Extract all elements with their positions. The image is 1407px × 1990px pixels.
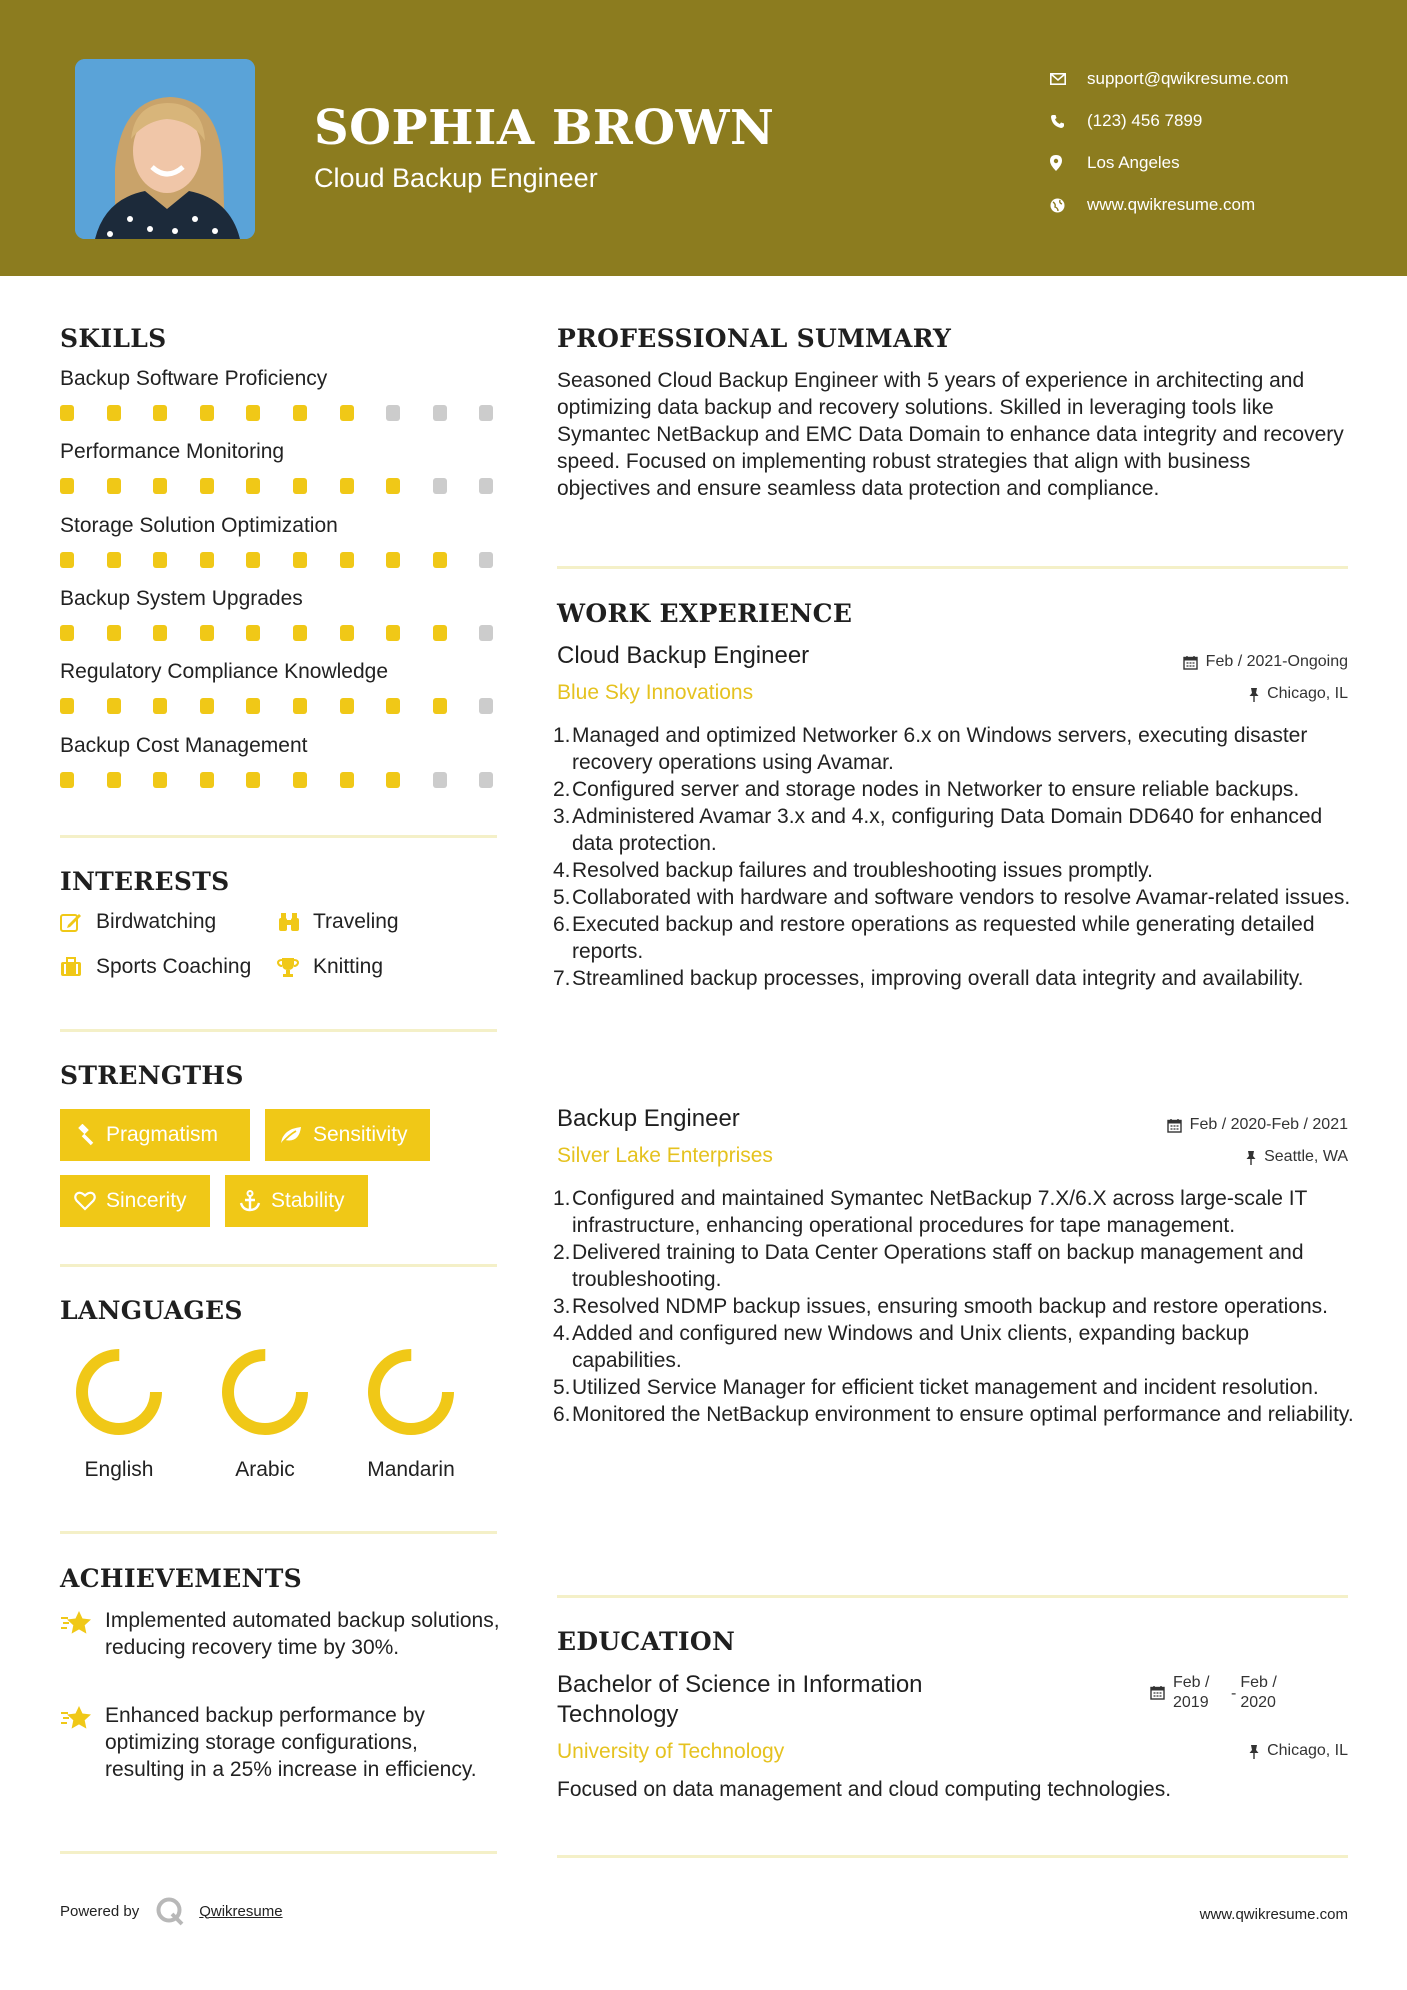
language-level-arc (228, 1355, 302, 1429)
leaf-icon (279, 1125, 303, 1145)
rating-dot-filled (153, 772, 167, 788)
education-end-year: 2020 (1240, 1694, 1276, 1711)
star-icon (60, 1702, 105, 1783)
skill-name: Regulatory Compliance Knowledge (60, 660, 389, 684)
summary-text: Seasoned Cloud Backup Engineer with 5 years of experience in architecting and optimizing data backup and recovery solutions. Skilled in leveraging tools like Symantec NetBackup and EMC Data Domain to enhance data integrity and recovery speed. Focused on implementing robust strategies that align with business objectives and ensure seamless data protection and compliance. (557, 369, 1344, 500)
rating-dot-filled (386, 625, 400, 641)
rating-dot-empty (479, 405, 493, 421)
footer-url[interactable]: www.qwikresume.com (1199, 1906, 1348, 1923)
rating-dot-filled (200, 698, 214, 714)
rating-dot-filled (433, 552, 447, 568)
bullet-number: 5. (553, 886, 571, 909)
rating-dot-filled (386, 698, 400, 714)
bullet-text: Utilized Service Manager for efficient ticket management and incident resolution. (572, 1376, 1319, 1399)
rating-dot-filled (340, 772, 354, 788)
rating-dot-filled (153, 552, 167, 568)
rating-dot-filled (107, 625, 121, 641)
job-location (1249, 685, 1348, 703)
rating-dot-filled (107, 772, 121, 788)
rating-dot-filled (60, 625, 74, 641)
bullet-text: Administered Avamar 3.x and 4.x, configuring Data Domain DD640 for enhanced data protection. (572, 805, 1323, 855)
pencil-square-icon (60, 912, 96, 932)
education-start (1173, 1673, 1221, 1713)
rating-dot-filled (200, 772, 214, 788)
rating-dot-filled (386, 772, 400, 788)
briefcase-icon (60, 957, 96, 977)
pushpin-icon (1249, 687, 1259, 702)
job-bullet (553, 965, 1357, 992)
language-label: Mandarin (367, 1458, 455, 1481)
language-level-arc (374, 1355, 448, 1429)
language-label: English (84, 1458, 154, 1481)
rating-dot-filled (246, 478, 260, 494)
skill-name: Backup Software Proficiency (60, 367, 328, 390)
bullet-number: 4. (553, 859, 571, 882)
bullet-text: Resolved backup failures and troubleshooting issues promptly. (572, 859, 1153, 882)
bullet-number: 5. (553, 1376, 571, 1399)
rating-dot-filled (386, 552, 400, 568)
skills-title: SKILLS (60, 324, 167, 353)
interest-label: Birdwatching (96, 910, 217, 933)
rating-dot-empty (433, 478, 447, 494)
job-location-text: Seattle, WA (1264, 1148, 1348, 1165)
education-location (1249, 1742, 1348, 1760)
rating-dot-empty (479, 698, 493, 714)
rating-dot-filled (200, 625, 214, 641)
skills-divider (60, 835, 497, 838)
rating-dot-filled (60, 478, 74, 494)
bullet-number: 2. (553, 778, 571, 801)
language-ring (219, 1346, 311, 1438)
contact-location (1050, 142, 1370, 184)
rating-dot-filled (200, 405, 214, 421)
strength-label: Pragmatism (106, 1123, 219, 1146)
calendar-icon (1167, 1118, 1182, 1133)
job-bullets (553, 1185, 1357, 1428)
language-item (346, 1346, 476, 1482)
interest-item (277, 955, 383, 979)
strength-tag (60, 1175, 210, 1227)
rating-dot-filled (293, 552, 307, 568)
candidate-role: Cloud Backup Engineer (314, 163, 598, 193)
language-ring (365, 1346, 457, 1438)
interest-item (60, 910, 216, 934)
interests-title: INTERESTS (60, 867, 230, 896)
bullet-text: Managed and optimized Networker 6.x on Windows servers, executing disaster recovery operations using Avamar. (572, 724, 1308, 774)
bullet-text: Streamlined backup processes, improving overall data integrity and availability. (572, 967, 1304, 990)
bullet-number: 7. (553, 967, 571, 990)
achievement-text: Enhanced backup performance by optimizing storage configurations, resulting in a 25% increase in efficiency. (105, 1704, 477, 1781)
job-bullet (553, 776, 1357, 803)
binoculars-icon (277, 912, 313, 932)
rating-dot-filled (340, 625, 354, 641)
job-bullet (553, 911, 1357, 965)
language-item (54, 1346, 184, 1482)
job-bullet (553, 1239, 1357, 1293)
bullet-number: 6. (553, 1403, 571, 1426)
location-pin-icon (1050, 155, 1087, 171)
education-end-label: Feb / (1240, 1674, 1277, 1691)
language-item (200, 1346, 330, 1482)
achievement-text: Implemented automated backup solutions, reducing recovery time by 30%. (105, 1609, 500, 1659)
rating-dot-filled (60, 698, 74, 714)
achievement-item (60, 1607, 500, 1661)
rating-dot-filled (433, 625, 447, 641)
job-bullet (553, 1374, 1357, 1401)
globe-icon (1050, 198, 1087, 213)
bullet-number: 4. (553, 1322, 571, 1345)
job-bullet (553, 857, 1357, 884)
achievements-title: ACHIEVEMENTS (60, 1564, 302, 1593)
skill-rating (60, 772, 526, 788)
strength-tag (265, 1109, 430, 1161)
rating-dot-filled (153, 625, 167, 641)
rating-dot-filled (293, 772, 307, 788)
candidate-name: SOPHIA BROWN (314, 100, 775, 156)
job-title: Backup Engineer (557, 1105, 740, 1132)
education-school: University of Technology (557, 1740, 785, 1763)
rating-dot-empty (479, 478, 493, 494)
skill-rating (60, 698, 526, 714)
skill-name: Storage Solution Optimization (60, 513, 338, 537)
strengths-divider (60, 1264, 497, 1267)
rating-dot-empty (433, 405, 447, 421)
education-dash: - (1231, 1685, 1237, 1702)
job-bullet (553, 1401, 1357, 1428)
bullet-text: Delivered training to Data Center Operations staff on backup management and troubleshooting. (572, 1241, 1304, 1291)
bullet-number: 6. (553, 913, 571, 936)
job-title: Cloud Backup Engineer (557, 642, 810, 669)
rating-dot-filled (293, 625, 307, 641)
education-dates (1150, 1673, 1288, 1713)
bullet-number: 2. (553, 1241, 571, 1264)
phone-icon (1050, 114, 1087, 129)
skill-rating (60, 405, 526, 421)
bullet-text: Configured and maintained Symantec NetBackup 7.X/6.X across large-scale IT infrastructure, enhancing operational procedures for tape management. (572, 1187, 1307, 1237)
summary-title: PROFESSIONAL SUMMARY (557, 324, 952, 353)
rating-dot-filled (386, 478, 400, 494)
language-level-arc (82, 1355, 156, 1429)
achievement-item (60, 1702, 500, 1783)
contact-website-text: www.qwikresume.com (1087, 195, 1256, 214)
trophy-icon (277, 956, 313, 978)
bullet-text: Monitored the NetBackup environment to ensure optimal performance and reliability. (572, 1403, 1354, 1426)
rating-dot-filled (153, 698, 167, 714)
rating-dot-filled (153, 478, 167, 494)
rating-dot-filled (60, 772, 74, 788)
rating-dot-filled (107, 698, 121, 714)
rating-dot-filled (340, 698, 354, 714)
rating-dot-filled (293, 405, 307, 421)
job-bullet (553, 803, 1357, 857)
languages-divider (60, 1531, 497, 1534)
experience-divider (557, 1595, 1348, 1598)
languages-title: LANGUAGES (60, 1296, 243, 1325)
rating-dot-filled (107, 552, 121, 568)
job-bullet (553, 1320, 1357, 1374)
rating-dot-filled (200, 478, 214, 494)
profile-photo (75, 59, 255, 239)
calendar-icon (1150, 1685, 1165, 1705)
job-bullet (553, 1293, 1357, 1320)
rating-dot-empty (479, 772, 493, 788)
strengths-title: STRENGTHS (60, 1061, 244, 1090)
powered-by-label: Powered by (60, 1902, 140, 1920)
strength-label: Stability (271, 1189, 345, 1212)
education-description: Focused on data management and cloud computing technologies. (557, 1778, 1172, 1801)
education-start-label: Feb / (1173, 1674, 1210, 1691)
skill-name: Backup Cost Management (60, 733, 308, 757)
contact-email-text: support@qwikresume.com (1087, 69, 1289, 88)
interest-item (60, 955, 251, 979)
education-end (1240, 1673, 1288, 1713)
rating-dot-filled (293, 478, 307, 494)
bullet-number: 3. (553, 1295, 571, 1318)
education-location-text: Chicago, IL (1267, 1742, 1348, 1759)
bullet-text: Collaborated with hardware and software vendors to resolve Avamar-related issues. (572, 886, 1351, 909)
pushpin-icon (1246, 1150, 1256, 1165)
bullet-text: Resolved NDMP backup issues, ensuring smooth backup and restore operations. (572, 1295, 1329, 1318)
rating-dot-filled (340, 478, 354, 494)
education-degree: Bachelor of Science in Information Technology (557, 1671, 923, 1728)
rating-dot-filled (200, 552, 214, 568)
rating-dot-empty (479, 625, 493, 641)
header-banner (0, 0, 1407, 276)
education-divider (557, 1855, 1348, 1858)
strength-tag (60, 1109, 250, 1161)
job-bullets (553, 722, 1357, 992)
contact-website[interactable] (1050, 184, 1370, 226)
brand-link[interactable]: Qwikresume (199, 1902, 283, 1920)
job-bullet (553, 884, 1357, 911)
contact-email[interactable] (1050, 58, 1370, 100)
job-company: Silver Lake Enterprises (557, 1144, 773, 1167)
rating-dot-empty (479, 552, 493, 568)
rating-dot-filled (60, 552, 74, 568)
rating-dot-filled (246, 405, 260, 421)
contact-phone[interactable] (1050, 100, 1370, 142)
job-location-text: Chicago, IL (1267, 685, 1348, 702)
rating-dot-filled (246, 552, 260, 568)
interest-label: Knitting (313, 955, 384, 978)
rating-dot-filled (293, 698, 307, 714)
interest-label: Sports Coaching (96, 955, 252, 978)
contact-list (1050, 58, 1370, 226)
skill-rating (60, 478, 526, 494)
job-dates (1167, 1116, 1348, 1134)
skill-rating (60, 625, 526, 641)
strength-tag (225, 1175, 368, 1227)
gavel-icon (74, 1124, 96, 1146)
heart-icon (74, 1191, 96, 1211)
rating-dot-filled (107, 478, 121, 494)
rating-dot-empty (386, 405, 400, 421)
skill-name: Performance Monitoring (60, 440, 285, 464)
language-ring (73, 1346, 165, 1438)
job-company: Blue Sky Innovations (557, 681, 754, 704)
interest-label: Traveling (313, 910, 399, 933)
qwikresume-logo-icon (155, 1896, 185, 1926)
interest-item (277, 910, 399, 934)
skill-rating (60, 552, 526, 568)
job-bullet (553, 722, 1357, 776)
bullet-text: Executed backup and restore operations as requested while generating detailed reports. (572, 913, 1315, 963)
experience-title: WORK EXPERIENCE (557, 599, 853, 628)
rating-dot-filled (246, 698, 260, 714)
education-start-year: 2019 (1173, 1694, 1209, 1711)
bullet-number: 3. (553, 805, 571, 828)
rating-dot-filled (153, 405, 167, 421)
job-dates-text: Feb / 2020-Feb / 2021 (1189, 1116, 1348, 1133)
anchor-icon (239, 1190, 261, 1212)
bullet-number: 1. (553, 1187, 571, 1210)
rating-dot-filled (340, 552, 354, 568)
achievements-divider (60, 1851, 497, 1854)
skill-name: Backup System Upgrades (60, 586, 303, 610)
rating-dot-empty (433, 772, 447, 788)
contact-phone-text: (123) 456 7899 (1087, 111, 1203, 130)
rating-dot-filled (107, 405, 121, 421)
footer-powered-by (60, 1896, 283, 1926)
bullet-text: Added and configured new Windows and Unix clients, expanding backup capabilities. (572, 1322, 1250, 1372)
job-bullet (553, 1185, 1357, 1239)
star-icon (60, 1607, 105, 1661)
rating-dot-filled (246, 772, 260, 788)
strength-label: Sensitivity (313, 1123, 408, 1146)
bullet-text: Configured server and storage nodes in Networker to ensure reliable backups. (572, 778, 1300, 801)
pushpin-icon (1249, 1744, 1259, 1759)
summary-divider (557, 566, 1348, 569)
job-dates (1183, 653, 1348, 671)
interests-divider (60, 1029, 497, 1032)
rating-dot-filled (433, 698, 447, 714)
strength-label: Sincerity (106, 1189, 187, 1212)
contact-location-text: Los Angeles (1087, 153, 1180, 172)
job-location (1246, 1148, 1348, 1166)
job-dates-text: Feb / 2021-Ongoing (1205, 653, 1348, 670)
rating-dot-filled (60, 405, 74, 421)
bullet-number: 1. (553, 724, 571, 747)
calendar-icon (1183, 655, 1198, 670)
education-title: EDUCATION (557, 1627, 736, 1656)
envelope-icon (1050, 73, 1087, 85)
language-label: Arabic (235, 1458, 295, 1481)
rating-dot-filled (246, 625, 260, 641)
rating-dot-filled (340, 405, 354, 421)
